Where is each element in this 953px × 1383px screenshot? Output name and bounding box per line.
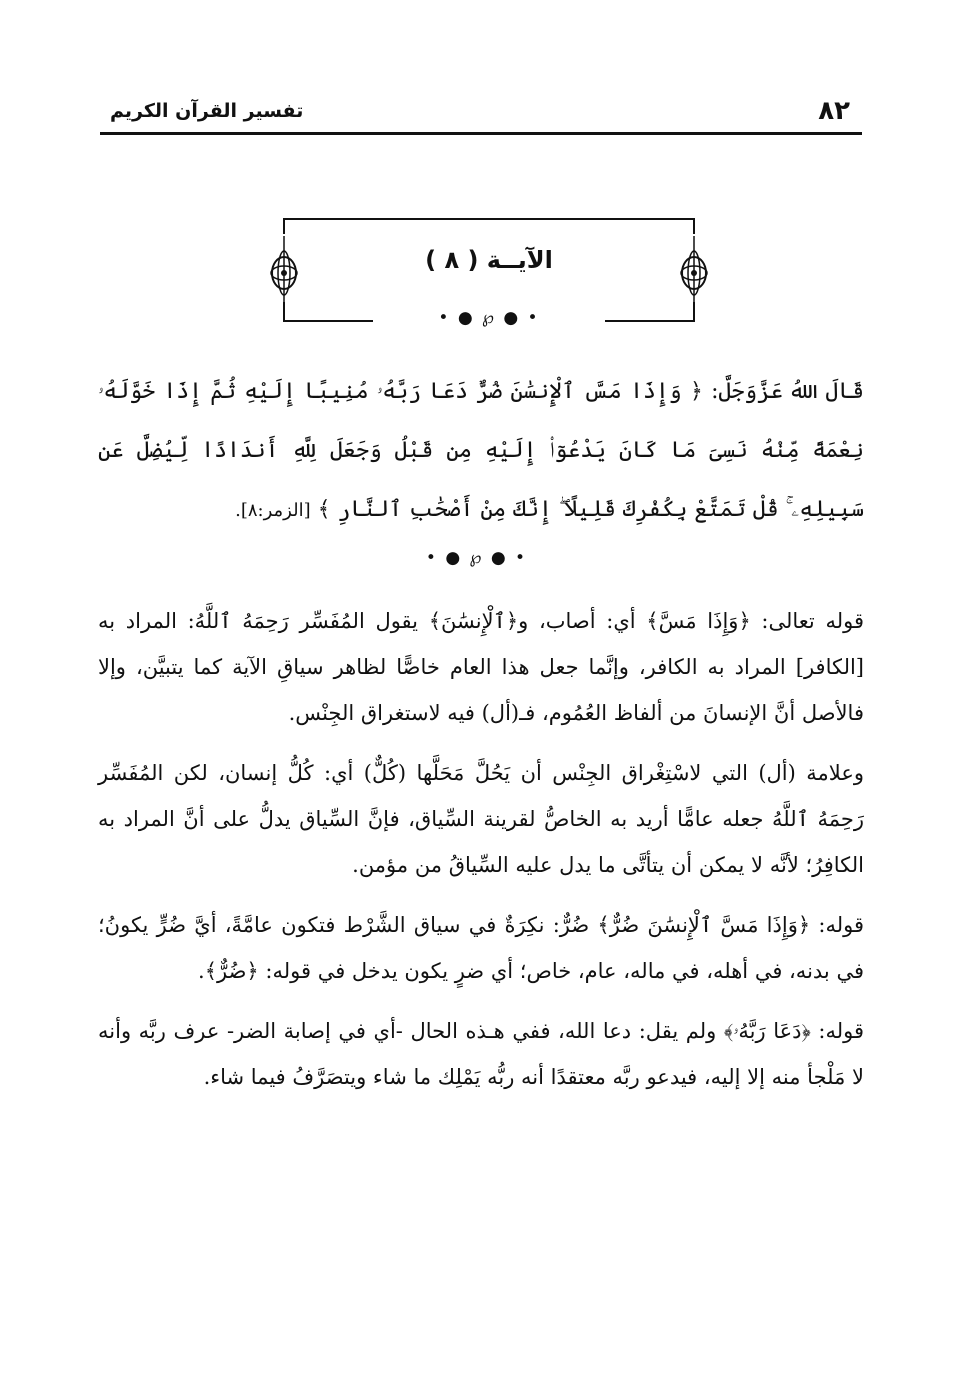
page-header <box>100 92 862 135</box>
paragraph: قوله: ﴿وَإِذَا مَسَّ ٱلْإِنسَٰنَ ضُرٌّ﴾ ضُرٌّ: نكِرَةٌ في سياق الشَّرْط فتكون عامَّةً، أيَّ ضُرٍّ يكونُ؛ في بدنه، في أهله، في ماله، عام، خاص؛ أي ضرٍ يكون يدخل في قوله: ﴿ضُرٌّ﴾. <box>98 913 864 983</box>
frame-right-tick <box>693 218 695 234</box>
paragraph: قوله تعالى: ﴿وَإِذَا مَسَّ﴾ أي: أصاب، و﴿ٱلْإِنسَٰنَ﴾ يقول المُفَسِّر رَحِمَهُ ٱللَّهُ: المراد به [الكافر] المراد به الكافر، وإنَّما جعل هذا العام خاصًّا لظاهر سياقِ الآية كما يتبيَّن، وإلا فالأصل أنَّ الإنسانَ من ألفاظ العُمُوم، فـ(أل) فيه لاستغراق الجِنْس. <box>98 609 864 725</box>
paragraph: قوله: ﴿دَعَا رَبَّهُۥ﴾ ولم يقل: دعا الله، ففي هـذه الحال -أي في إصابة الضر- عرف ربَّه وأنه لا مَلْجأ منه إلا إليه، فيدعو ربَّه معتقدًا أنه ربُّه يَمْلِك ما شاء ويتصَرَّفُ فيما شاء. <box>98 1019 864 1089</box>
frame-top-line <box>283 218 695 220</box>
verse-text: وَإِذَا مَسَّ ٱلْإِنسَٰنَ ضُرٌّ دَعَا رَبَّهُۥ مُنِيبًا إِلَيْهِ ثُمَّ إِذَا خَوَّلَهُۥ نِعْمَةً مِّنْهُ نَسِىَ مَا كَانَ يَدْعُوٓا۟ إِلَيْهِ مِن قَبْلُ وَجَعَلَ لِلَّهِ أَندَادًا لِّيُضِلَّ عَن سَبِيلِهِۦ ۚ قُلْ تَمَتَّعْ بِكُفْرِكَ قَلِيلًا ۖ إِنَّكَ مِنْ أَصْحَٰبِ ٱلنَّارِ <box>98 379 864 522</box>
paragraph: وعلامة (أل) التي لاسْتِغْراق الجِنْس أن يَحُلَّ مَحَلَّها (كُلٌّ) أي: كُلُّ إنسان، لكن المُفَسِّر رَحِمَهُ ٱللَّهُ جعله عامًّا أريد به الخاصُّ لقرينة السِّياق، فإنَّ السِّياق يدلُّ على أنَّ المراد به الكافِرُ؛ لأنَّه لا يمكن أن يتأتَّى ما يدل عليه السِّياقُ من مؤمن. <box>98 761 864 877</box>
quran-verse <box>98 362 864 540</box>
section-divider: • ● ℘ ● • <box>425 548 528 568</box>
commentary <box>98 598 864 1114</box>
heading-ornament: • ● ℘ ● • <box>438 308 540 328</box>
verse-close: ﴾ <box>317 497 331 522</box>
verse-intro: قَالَ اللهُ عَزَّوَجَلَّ: ﴿ <box>689 379 864 404</box>
ayah-title: الآيــة ( ٨ ) <box>425 246 553 274</box>
verse-reference: [الزمر:٨]. <box>235 500 311 521</box>
ayah-heading-frame <box>283 218 695 326</box>
book-title: تفسير القرآن الكريم <box>110 100 304 122</box>
frame-left-tick <box>283 218 285 234</box>
page-number: ٨٢ <box>818 96 850 126</box>
